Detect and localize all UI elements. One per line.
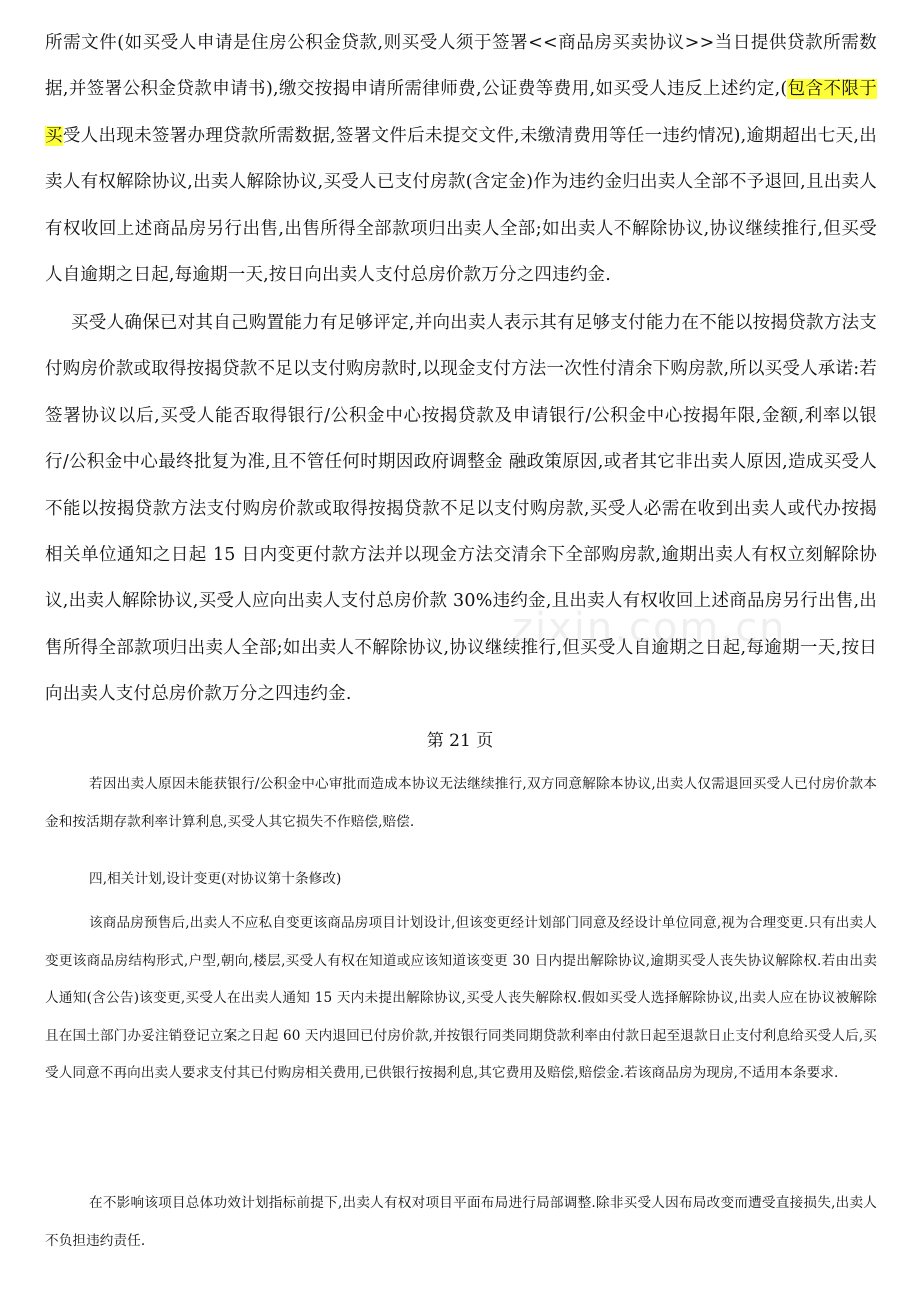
contract-paragraph-payment-ability: 买受人确保已对其自己购置能力有足够评定,并向出卖人表示其有足够支付能力在不能以按揭贷款方法支付购房价款或取得按揭贷款不足以支付购房款时,以现金支付方法一次性付清余下购房款,所以买受人承诺:若签署协议以后,买受人能否取得银行/公积金中心按揭贷款及申请银行/公积金中心按揭年限,金额,利率以银行/公积金中心最终批复为准,且不管任何时期因政府调整金 融政策原因,或者其它非出卖人原因,造成买受人不能以按揭贷款方法支付购房价款或取得按揭贷款不足以支付购房款,买受人必需在收到出卖人或代办按揭相关单位通知之日起 15 日内变更付款方法并以现金方法交清余下全部购房款,逾期出卖人有权立刻解除协议,出卖人解除协议,买受人应向出卖人支付总房价款 30%违约金,且出卖人有权收回上述商品房另行出售,出售所得全部款项归出卖人全部;如出卖人不解除协议,协议继续推行,但买受人自逾期之日起,每逾期一天,按日向出卖人支付总房价款万分之四违约金.: [45, 313, 877, 705]
highlighted-text: 包含不限于买: [45, 79, 877, 146]
contract-paragraph-loan-documents: [45, 20, 877, 298]
section-heading: 四,相关计划,设计变更(对协议第十条修改): [89, 871, 342, 887]
contract-paragraph-layout-adjustment: 在不影响该项目总体功效计划指标前提下,出卖人有权对项目平面布局进行局部调整.除非买受人因布局改变而遭受直接损失,出卖人不负担违约责任.: [45, 1195, 877, 1249]
paragraph-text: 受人出现未签署办理贷款所需数据,签署文件后未提交文件,未缴清费用等任一违约情况),逾期超出七天,出卖人有权解除协议,出卖人解除协议,买受人已支付房款(含定金)作为违约金归出卖人全部不予退回,且出卖人有权收回上述商品房另行出售,出售所得全部款项归出卖人全部;如出卖人不解除协议,协议继续推行,但买受人自逾期之日起,每逾期一天,按日向出卖人支付总房价款万分之四违约金.: [45, 125, 878, 286]
contract-paragraph-design-change: 该商品房预售后,出卖人不应私自变更该商品房项目计划设计,但该变更经计划部门同意及经设计单位同意,视为合理变更.只有出卖人变更该商品房结构形式,户型,朝向,楼层,买受人有权在知道或应该知道该变更 30 日内提出解除协议,逾期买受人丧失协议解除权.若由出卖人通知(含公告)该变更,买受人在出卖人通知 15 天内未提出解除协议,买受人丧失解除权.假如买受人选择解除协议,出卖人应在协议被解除且在国土部门办妥注销登记立案之日起 60 天内退回已付房价款,并按银行同类同期贷款利率由付款日起至退款日止支付利息给买受人后,买受人同意不再向出卖人要求支付其已付购房相关费用,已供银行按揭利息,其它费用及赔偿,赔偿金.若该商品房为现房,不适用本条要求.: [45, 915, 877, 1082]
watermark: zixin.com.cn: [512, 605, 787, 651]
contract-paragraph-approval-failure: 若因出卖人原因未能获银行/公积金中心审批而造成本协议无法继续推行,双方同意解除本协议,出卖人仅需退回买受人已付房价款本金和按活期存款利率计算利息,买受人其它损失不作赔偿,赔偿.: [45, 776, 877, 830]
paragraph-text: 所需文件(如买受人申请是住房公积金贷款,则买受人须于签署<<商品房买卖协议>>当日提供贷款所需数据,并签署公积金贷款申请书),缴交按揭申请所需律师费,公证费等费用,如买受人违反上述约定,(: [45, 33, 877, 100]
page-number: 第 21 页: [426, 731, 494, 751]
